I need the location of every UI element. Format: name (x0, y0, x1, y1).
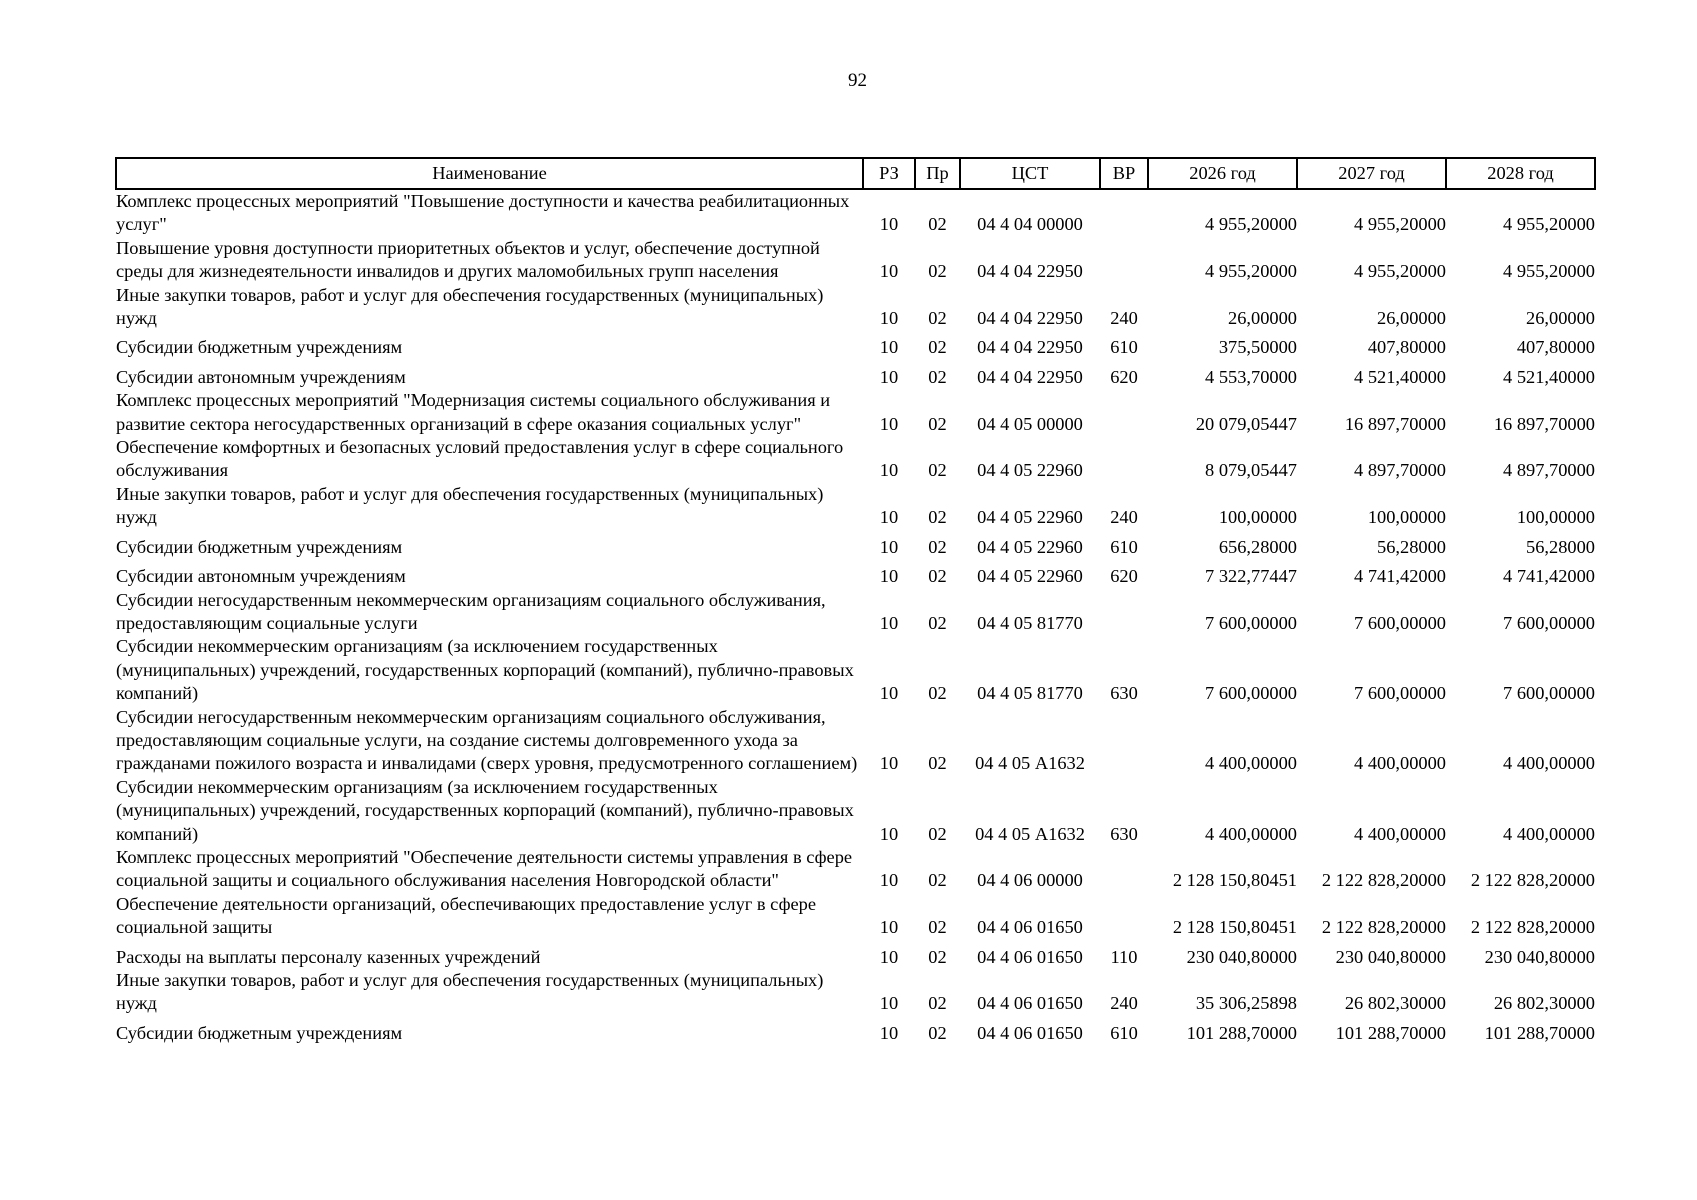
row-vr: 610 (1110, 536, 1138, 557)
row-2026: 4 553,70000 (1205, 366, 1297, 387)
row-2027: 230 040,80000 (1335, 946, 1446, 967)
row-2026: 4 955,20000 (1205, 261, 1297, 282)
row-cst: 04 4 05 22960 (977, 536, 1083, 557)
row-vr: 110 (1110, 946, 1138, 967)
row-name: Повышение уровня доступности приоритетных объектов и услуг, обеспечение доступной среды для жизнедеятельности инвалидов и других маломобильных групп населения (116, 237, 820, 282)
row-pr: 02 (928, 946, 947, 967)
row-name: Иные закупки товаров, работ и услуг для обеспечения государственных (муниципальных) нужд (116, 483, 824, 528)
row-cst: 04 4 06 00000 (977, 870, 1083, 891)
row-rz: 10 (879, 753, 899, 774)
row-vr: 610 (1110, 337, 1138, 358)
row-rz: 10 (879, 536, 899, 557)
header-vr: ВР (1100, 158, 1148, 189)
row-2028: 101 288,70000 (1484, 1022, 1595, 1043)
row-pr: 02 (928, 566, 947, 587)
row-2026: 7 600,00000 (1205, 612, 1297, 633)
row-2028: 4 955,20000 (1503, 214, 1595, 235)
row-vr (1100, 436, 1148, 483)
row-pr: 02 (928, 1022, 947, 1043)
table-row (116, 483, 1595, 530)
row-rz: 10 (879, 870, 899, 891)
row-vr: 620 (1110, 366, 1138, 387)
row-cst: 04 4 06 01650 (977, 993, 1083, 1014)
row-rz: 10 (879, 993, 899, 1014)
row-2028: 26,00000 (1526, 308, 1595, 329)
row-name: Обеспечение деятельности организаций, обеспечивающих предоставление услуг в сфере социальной защиты (116, 893, 817, 938)
row-2028: 2 122 828,20000 (1470, 917, 1595, 938)
row-vr (1100, 893, 1148, 940)
row-2028: 4 897,70000 (1503, 460, 1595, 481)
row-cst: 04 4 04 22950 (977, 337, 1083, 358)
row-pr: 02 (928, 366, 947, 387)
row-rz: 10 (879, 337, 899, 358)
row-cst: 04 4 05 22960 (977, 460, 1083, 481)
row-name: Субсидии автономным учреждениям (116, 566, 406, 587)
row-name: Субсидии автономным учреждениям (116, 366, 406, 387)
row-2026: 4 400,00000 (1205, 753, 1297, 774)
table-row (116, 1016, 1595, 1045)
row-pr: 02 (928, 870, 947, 891)
table-row (116, 360, 1595, 389)
table-row (116, 776, 1595, 846)
budget-table (115, 157, 1596, 1045)
row-rz: 10 (879, 261, 899, 282)
row-cst: 04 4 05 А1632 (975, 823, 1085, 844)
row-2027: 101 288,70000 (1335, 1022, 1446, 1043)
header-pr: Пр (915, 158, 960, 189)
row-2028: 2 122 828,20000 (1470, 870, 1595, 891)
table-row (116, 436, 1595, 483)
row-2028: 4 741,42000 (1503, 566, 1595, 587)
row-2026: 4 955,20000 (1205, 214, 1297, 235)
row-2027: 2 122 828,20000 (1321, 870, 1446, 891)
row-name: Комплекс процессных мероприятий "Обеспечение деятельности системы управления в сфере социальной защиты и социального обслуживания населения Новгородской области" (116, 846, 853, 891)
row-pr: 02 (928, 261, 947, 282)
row-2026: 35 306,25898 (1195, 993, 1297, 1014)
header-2028: 2028 год (1446, 158, 1595, 189)
row-2027: 26,00000 (1377, 308, 1446, 329)
row-2027: 7 600,00000 (1354, 683, 1446, 704)
row-pr: 02 (928, 612, 947, 633)
row-vr: 630 (1110, 683, 1138, 704)
row-vr: 240 (1110, 993, 1138, 1014)
row-2027: 100,00000 (1367, 507, 1446, 528)
row-cst: 04 4 04 22950 (977, 366, 1083, 387)
page-number: 92 (848, 70, 867, 91)
row-name: Субсидии бюджетным учреждениям (116, 1022, 403, 1043)
header-2027: 2027 год (1297, 158, 1446, 189)
row-2026: 375,50000 (1218, 337, 1297, 358)
header-2026: 2026 год (1148, 158, 1297, 189)
row-name: Субсидии негосударственным некоммерческим организациям социального обслуживания, предоставляющим социальные услуги (116, 589, 826, 633)
row-vr: 240 (1110, 507, 1138, 528)
row-pr: 02 (928, 683, 947, 704)
table-row (116, 635, 1595, 705)
table-row (116, 589, 1595, 636)
row-2028: 7 600,00000 (1503, 612, 1595, 633)
row-vr (1100, 846, 1148, 893)
row-rz: 10 (879, 366, 899, 387)
row-pr: 02 (928, 507, 947, 528)
row-2028: 4 521,40000 (1503, 366, 1595, 387)
row-vr (1100, 237, 1148, 284)
row-2026: 100,00000 (1218, 507, 1297, 528)
row-2026: 230 040,80000 (1186, 946, 1297, 967)
row-cst: 04 4 04 00000 (977, 214, 1083, 235)
row-2026: 7 600,00000 (1205, 683, 1297, 704)
row-name: Комплекс процессных мероприятий "Модернизация системы социального обслуживания и развитие сектора негосударственных организаций в сфере оказания социальных услуг" (116, 390, 831, 434)
row-cst: 04 4 05 81770 (977, 683, 1083, 704)
row-cst: 04 4 05 81770 (977, 612, 1083, 633)
row-name: Субсидии некоммерческим организациям (за исключением государственных (муниципальных) учреждений, государственных корпораций (компаний), публично-правовых компаний) (116, 776, 854, 844)
row-vr: 620 (1110, 566, 1138, 587)
row-vr: 630 (1110, 823, 1138, 844)
row-rz: 10 (879, 946, 899, 967)
row-rz: 10 (879, 683, 899, 704)
row-cst: 04 4 06 01650 (977, 917, 1083, 938)
header-rz: РЗ (863, 158, 915, 189)
row-name: Комплекс процессных мероприятий "Повышение доступности и качества реабилитационных услуг" (116, 191, 850, 235)
row-2026: 2 128 150,80451 (1172, 917, 1297, 938)
row-name: Иные закупки товаров, работ и услуг для обеспечения государственных (муниципальных) нужд (116, 970, 824, 1014)
header-name: Наименование (116, 158, 863, 189)
row-name: Расходы на выплаты персоналу казенных учреждений (116, 946, 541, 967)
row-2027: 2 122 828,20000 (1321, 917, 1446, 938)
row-cst: 04 4 05 А1632 (975, 753, 1085, 774)
row-2028: 26 802,30000 (1493, 993, 1595, 1014)
row-2026: 7 322,77447 (1205, 566, 1297, 587)
row-rz: 10 (879, 214, 899, 235)
row-pr: 02 (928, 308, 947, 329)
row-pr: 02 (928, 917, 947, 938)
row-name: Субсидии бюджетным учреждениям (116, 337, 403, 358)
row-vr (1100, 706, 1148, 776)
row-cst: 04 4 06 01650 (977, 1022, 1083, 1043)
row-pr: 02 (928, 460, 947, 481)
row-name: Субсидии некоммерческим организациям (за исключением государственных (муниципальных) учреждений, государственных корпораций (компаний), публично-правовых компаний) (116, 636, 854, 704)
row-2028: 56,28000 (1526, 536, 1595, 557)
row-2027: 4 955,20000 (1354, 214, 1446, 235)
row-2028: 407,80000 (1516, 337, 1595, 358)
row-cst: 04 4 06 01650 (977, 946, 1083, 967)
row-2027: 4 955,20000 (1354, 261, 1446, 282)
row-2027: 4 741,42000 (1354, 566, 1446, 587)
header-cst: ЦСТ (960, 158, 1100, 189)
row-vr: 610 (1110, 1022, 1138, 1043)
row-2028: 100,00000 (1516, 507, 1595, 528)
row-rz: 10 (879, 1022, 899, 1043)
row-2027: 26 802,30000 (1344, 993, 1446, 1014)
table-row (116, 559, 1595, 588)
row-pr: 02 (928, 823, 947, 844)
row-pr: 02 (928, 337, 947, 358)
row-2026: 20 079,05447 (1195, 413, 1297, 434)
row-rz: 10 (879, 460, 899, 481)
row-2028: 16 897,70000 (1493, 413, 1595, 434)
row-name: Субсидии бюджетным учреждениям (116, 536, 403, 557)
row-rz: 10 (879, 566, 899, 587)
row-cst: 04 4 04 22950 (977, 308, 1083, 329)
row-pr: 02 (928, 413, 947, 434)
row-2026: 26,00000 (1228, 308, 1297, 329)
row-2028: 4 400,00000 (1503, 753, 1595, 774)
table-row (116, 389, 1595, 436)
row-2027: 4 897,70000 (1354, 460, 1446, 481)
row-name: Обеспечение комфортных и безопасных условий предоставления услуг в сфере социального обслуживания (116, 437, 844, 481)
row-vr (1100, 589, 1148, 636)
row-2027: 56,28000 (1377, 536, 1446, 557)
row-2027: 7 600,00000 (1354, 612, 1446, 633)
row-2027: 4 400,00000 (1354, 753, 1446, 774)
row-rz: 10 (879, 612, 899, 633)
row-rz: 10 (879, 308, 899, 329)
row-2028: 7 600,00000 (1503, 683, 1595, 704)
table-row (116, 940, 1595, 969)
row-rz: 10 (879, 823, 899, 844)
row-2026: 4 400,00000 (1205, 823, 1297, 844)
row-2026: 656,28000 (1218, 536, 1297, 557)
row-cst: 04 4 04 22950 (977, 261, 1083, 282)
row-rz: 10 (879, 507, 899, 528)
row-pr: 02 (928, 993, 947, 1014)
table-row (116, 893, 1595, 940)
row-pr: 02 (928, 214, 947, 235)
row-2027: 16 897,70000 (1344, 413, 1446, 434)
row-rz: 10 (879, 917, 899, 938)
table-header-row (116, 158, 1595, 189)
row-2026: 2 128 150,80451 (1172, 870, 1297, 891)
row-cst: 04 4 05 22960 (977, 507, 1083, 528)
table-row (116, 706, 1595, 776)
row-2027: 4 400,00000 (1354, 823, 1446, 844)
row-2027: 4 521,40000 (1354, 366, 1446, 387)
row-name: Иные закупки товаров, работ и услуг для обеспечения государственных (муниципальных) нужд (116, 284, 824, 329)
row-2028: 4 955,20000 (1503, 261, 1595, 282)
row-pr: 02 (928, 753, 947, 774)
row-2026: 8 079,05447 (1205, 460, 1297, 481)
table-row (116, 189, 1595, 237)
table-row (116, 969, 1595, 1016)
row-pr: 02 (928, 536, 947, 557)
row-2027: 407,80000 (1367, 337, 1446, 358)
row-vr (1100, 189, 1148, 237)
row-2028: 230 040,80000 (1484, 946, 1595, 967)
table-row (116, 330, 1595, 359)
row-2026: 101 288,70000 (1186, 1022, 1297, 1043)
row-rz: 10 (879, 413, 899, 434)
table-row (116, 846, 1595, 893)
row-2028: 4 400,00000 (1503, 823, 1595, 844)
table-row (116, 284, 1595, 331)
table-row (116, 530, 1595, 559)
table-row (116, 237, 1595, 284)
row-cst: 04 4 05 22960 (977, 566, 1083, 587)
row-vr: 240 (1110, 308, 1138, 329)
row-vr (1100, 389, 1148, 436)
row-name: Субсидии негосударственным некоммерческим организациям социального обслуживания, предоставляющим социальные услуги, на создание системы долговременного ухода за гражданами пожилого возраста и инвалидами (сверх уровня, предусмотренного соглашением) (116, 706, 858, 774)
row-cst: 04 4 05 00000 (977, 413, 1083, 434)
